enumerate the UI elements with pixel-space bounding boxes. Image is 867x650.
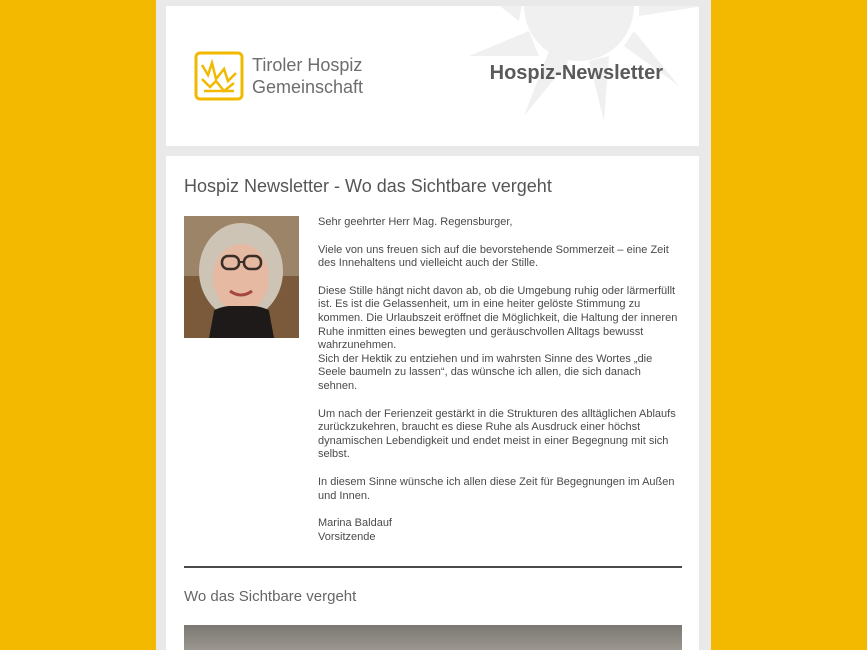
newsletter-content	[166, 156, 699, 650]
paragraph: Sich der Hektik zu entziehen und im wahrsten Sinne des Wortes „die Seele baumeln zu lassen“, das wünsche ich allen, die sich danach sehnen.	[318, 352, 653, 392]
newsletter-frame	[156, 0, 711, 650]
letter-body	[318, 216, 683, 544]
paragraph: Viele von uns freuen sich auf die bevorstehende Sommerzeit – eine Zeit des Innehaltens und vielleicht auch der Stille.	[318, 243, 669, 270]
paragraph: Um nach der Ferienzeit gestärkt in die Strukturen des alltäglichen Ablaufs zurückzukehren, braucht es diese Ruhe als Ausdruck einer höchst dynamischen Lebendigkeit und endet meist in einer Begegnung mit sich selbst.	[318, 407, 676, 461]
section-divider	[184, 566, 682, 568]
logo[interactable]	[194, 51, 363, 101]
paragraph: In diesem Sinne wünsche ich allen diese Zeit für Begegnungen im Außen und Innen.	[318, 475, 675, 502]
signature-role: Vorsitzende	[318, 530, 376, 543]
logo-text	[252, 54, 363, 98]
newsletter-title: Hospiz-Newsletter	[489, 62, 663, 84]
logo-line-1: Tiroler Hospiz	[252, 55, 363, 75]
hospiz-logo-icon	[194, 51, 244, 101]
newsletter-header	[166, 6, 699, 146]
author-portrait	[184, 216, 299, 338]
signature-name: Marina Baldauf	[318, 517, 392, 530]
section-heading: Wo das Sichtbare vergeht	[184, 588, 357, 605]
salutation: Sehr geehrter Herr Mag. Regensburger,	[318, 216, 513, 228]
logo-line-2: Gemeinschaft	[252, 77, 364, 97]
paragraph: Diese Stille hängt nicht davon ab, ob die Umgebung ruhig oder lärmerfüllt ist. Es ist die Gelassenheit, um in eine heiter gelöste Stimmung zu kommen. Die Urlaubszeit eröffnet die Möglichkeit, die Haltung der inneren Ruhe inmitten eines bewegten und geräuschvollen Alltags bewusst wahrzunehmen.	[318, 284, 678, 352]
section-image	[184, 625, 682, 650]
article-heading: Hospiz Newsletter - Wo das Sichtbare vergeht	[184, 176, 552, 196]
